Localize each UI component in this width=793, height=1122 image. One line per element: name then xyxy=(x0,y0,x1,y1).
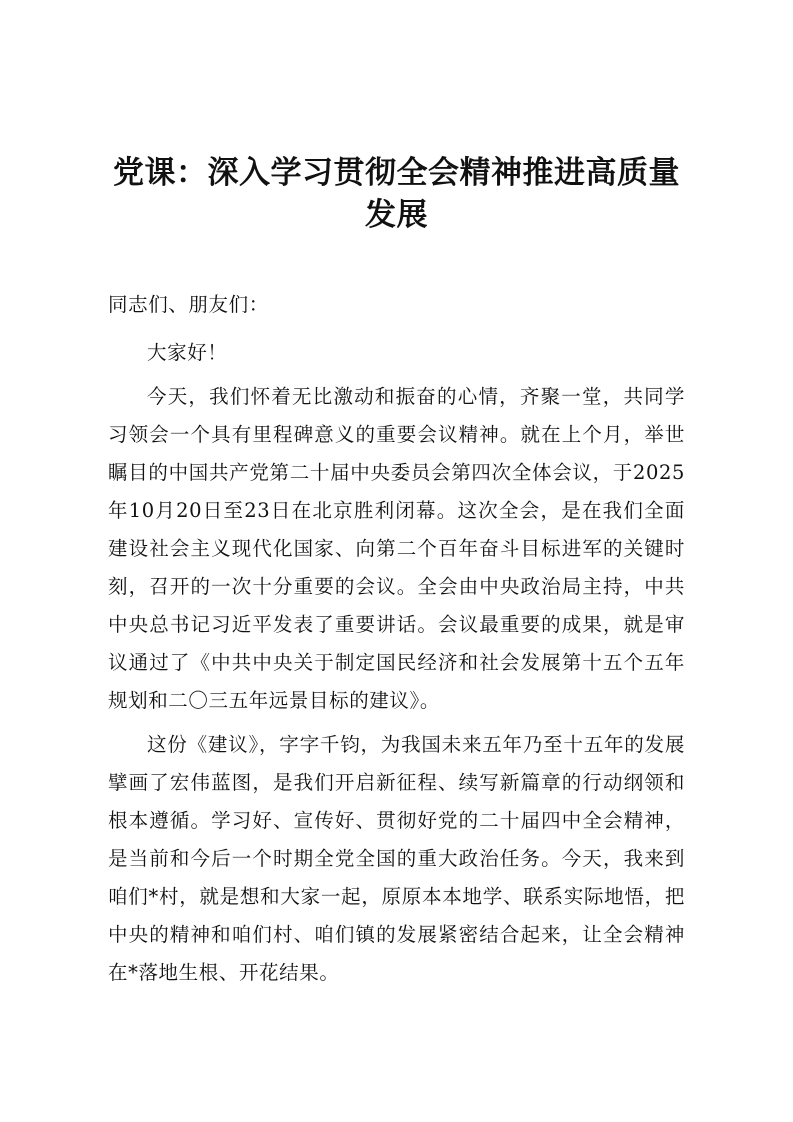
salutation: 同志们、朋友们： xyxy=(108,293,269,316)
document-body xyxy=(108,286,685,998)
document-title: 党课：深入学习贯彻全会精神推进高质量发展 xyxy=(113,155,680,233)
paragraph-greeting: 大家好！ xyxy=(147,341,228,364)
paragraph-1: 今天，我们怀着无比激动和振奋的心情，齐聚一堂，共同学习领会一个具有里程碑意义的重要会议精神。就在上个月，举世瞩目的中国共产党第二十届中央委员会第四次全体会议，于2025年10月20日至23日在北京胜利闭幕。这次全会，是在我们全面建设社会主义现代化国家、向第二个百年奋斗目标进军的关键时刻，召开的一次十分重要的会议。全会由中央政治局主持，中共中央总书记习近平发表了重要讲话。会议最重要的成果，就是审议通过了《中共中央关于制定国民经济和社会发展第十五个五年规划和二〇三五年远景目标的建议》。 xyxy=(108,385,685,712)
paragraph-2: 这份《建议》，字字千钧，为我国未来五年乃至十五年的发展擘画了宏伟蓝图，是我们开启新征程、续写新篇章的行动纲领和根本遵循。学习好、宣传好、贯彻好党的二十届四中全会精神，是当前和今后一个时期全党全国的重大政治任务。今天，我来到咱们*村，就是想和大家一起，原原本本地学、联系实际地悟，把中央的精神和咱们村、咱们镇的发展紧密结合起来，让全会精神在*落地生根、开花结果。 xyxy=(108,733,685,984)
